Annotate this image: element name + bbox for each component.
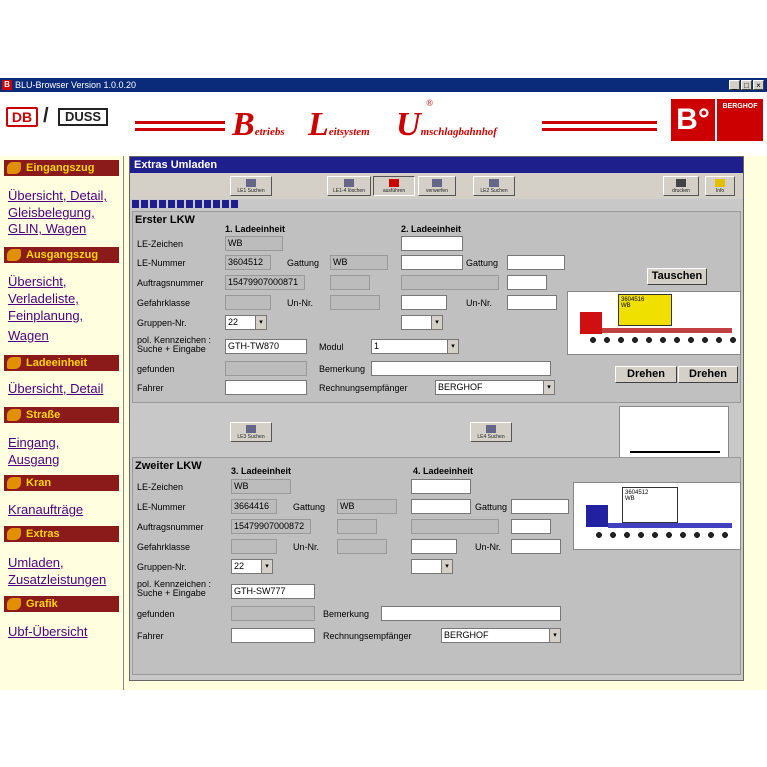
sidebar-header-ausgangszug: Ausgangszug	[4, 247, 119, 263]
col-1-ladeeinheit: 1. Ladeeinheit	[225, 224, 286, 234]
label-un-nr-4: Un-Nr.	[475, 542, 502, 552]
auftragsnummer-1-field: 15479907000871	[225, 275, 305, 290]
sidebar-link-kranauftraege[interactable]: Kranaufträge	[8, 502, 84, 517]
label-rechnungsempfaenger: Rechnungsempfänger	[319, 383, 408, 393]
sidebar-link-verladeliste[interactable]: Verladeliste,	[8, 291, 79, 306]
label-auftragsnummer-2: Auftragsnummer	[137, 522, 204, 532]
umladen-panel	[129, 156, 744, 681]
globe-icon	[7, 249, 21, 261]
globe-icon	[7, 162, 21, 174]
label-gefahrklasse-2: Gefahrklasse	[137, 542, 191, 552]
sidebar-header-grafik: Grafik	[4, 596, 119, 612]
globe-icon	[7, 528, 21, 540]
drehen-1-button[interactable]: Drehen	[615, 366, 677, 383]
label-gefahrklasse: Gefahrklasse	[137, 298, 191, 308]
tauschen-button[interactable]: Tauschen	[647, 268, 707, 285]
discard-icon	[432, 179, 442, 187]
un-nr-3-field	[337, 539, 387, 554]
sidebar-link-uebersicht[interactable]: Übersicht,	[8, 274, 67, 289]
delete-icon	[344, 179, 354, 187]
gefunden-2-field	[231, 606, 315, 621]
db-logo: DB	[6, 107, 38, 127]
le-nummer-4-field[interactable]	[411, 499, 471, 514]
blu-logo-leitsystem: Leitsystem	[308, 106, 370, 143]
search-icon	[246, 425, 256, 433]
truck-1-cab	[580, 312, 602, 334]
gefahrklasse-2-field[interactable]	[401, 295, 447, 310]
label-auftragsnummer: Auftragsnummer	[137, 278, 204, 288]
le2-suchen-button[interactable]: LE2 Suchen	[473, 176, 515, 196]
le1-suchen-button[interactable]: LE1 Suchen	[230, 176, 272, 196]
un-nr-2-field[interactable]	[507, 295, 557, 310]
sidebar-link-eingang[interactable]: Eingang,	[8, 435, 60, 450]
label-gefunden: gefunden	[137, 364, 175, 374]
label-modul: Modul	[319, 342, 344, 352]
sidebar-link-umladen[interactable]: Umladen,	[8, 555, 64, 570]
globe-icon	[7, 357, 21, 369]
le-zeichen-3-field: WB	[231, 479, 291, 494]
bemerkung-1-input[interactable]	[371, 361, 551, 376]
search-icon	[246, 179, 256, 187]
col-2-ladeeinheit: 2. Ladeeinheit	[401, 224, 462, 234]
checkmark-icon	[389, 179, 399, 187]
label-gattung-2: Gattung	[466, 258, 499, 268]
auftrag-extra-2-field[interactable]	[507, 275, 547, 290]
le-zeichen-4-field[interactable]	[411, 479, 471, 494]
gefahrklasse-1-field	[225, 295, 271, 310]
sidebar-header-strasse: Straße	[4, 407, 119, 423]
un-nr-4-field[interactable]	[511, 539, 561, 554]
gattung-2-field[interactable]	[507, 255, 565, 270]
globe-icon	[7, 409, 21, 421]
sidebar-link-ladeeinheit-uebersicht[interactable]: Übersicht, Detail	[8, 381, 104, 396]
label-gruppen-nr-2: Gruppen-Nr.	[137, 562, 187, 572]
truck-1-wheels	[586, 335, 736, 345]
le-nummer-3-field: 3664416	[231, 499, 277, 514]
col-4-ladeeinheit: 4. Ladeeinheit	[413, 466, 474, 476]
label-rechnungsempfaenger-2: Rechnungsempfänger	[323, 631, 412, 641]
title-bar	[0, 78, 767, 92]
sidebar-link-ausgang[interactable]: Ausgang	[8, 452, 60, 467]
gefunden-1-field	[225, 361, 307, 376]
le3-suchen-button[interactable]: LE3 Suchen	[230, 422, 272, 442]
le1-4-loeschen-button[interactable]: LE1-4 löschen	[327, 176, 371, 196]
zweiter-lkw-title: Zweiter LKW	[135, 460, 202, 472]
sidebar-header-extras: Extras	[4, 526, 119, 542]
erster-lkw-title: Erster LKW	[135, 214, 195, 226]
label-le-zeichen-2: LE-Zeichen	[137, 482, 184, 492]
truck-1-trailer	[602, 328, 732, 333]
label-gattung: Gattung	[287, 258, 320, 268]
auftragsnummer-4-field	[411, 519, 499, 534]
chevron-down-icon: ▾	[447, 340, 458, 353]
sidebar-link-ubf-uebersicht[interactable]: Ubf-Übersicht	[8, 624, 88, 639]
b-logo: B°	[671, 99, 715, 141]
chevron-down-icon: ▾	[543, 381, 554, 394]
truck-2-cab	[586, 505, 608, 527]
rechnungsempfaenger-1-select[interactable]: BERGHOF ▾	[435, 380, 555, 395]
auftrag-extra-1-field	[330, 275, 370, 290]
duss-logo: DUSS	[58, 108, 108, 126]
progress-blocks	[132, 200, 240, 208]
label-pol-kennzeichen: pol. Kennzeichen :	[137, 335, 212, 345]
label-suche-eingabe: Suche + Eingabe	[137, 344, 206, 354]
verwerfen-button[interactable]: verwerfen	[418, 176, 456, 196]
gruppen-nr-2-select[interactable]	[401, 315, 443, 330]
auftragsnummer-3-field: 15479907000872	[231, 519, 311, 534]
fahrer-2-input[interactable]	[231, 628, 315, 643]
fahrer-1-input[interactable]	[225, 380, 307, 395]
modul-select[interactable]: 1 ▾	[371, 339, 459, 354]
le-zeichen-1-field: WB	[225, 236, 283, 251]
info-icon	[715, 179, 725, 187]
panel-title: Extras Umladen	[130, 157, 743, 173]
label-le-zeichen: LE-Zeichen	[137, 239, 184, 249]
truck-2-container-label: 3604512 WB	[622, 487, 678, 523]
label-gattung-4: Gattung	[475, 502, 508, 512]
auftrag-extra-3-field	[337, 519, 377, 534]
window-title: BLU-Browser Version 1.0.0.20	[15, 80, 137, 90]
sidebar-link-uebersicht-detail[interactable]: Übersicht, Detail,	[8, 188, 107, 203]
auftrag-extra-4-field[interactable]	[511, 519, 551, 534]
sidebar-link-wagen[interactable]: Wagen	[8, 328, 49, 343]
decor-line	[542, 128, 657, 131]
registered-mark: ®	[426, 98, 433, 108]
printer-icon	[676, 179, 686, 187]
gattung-4-field[interactable]	[511, 499, 569, 514]
truck-1-graphic	[567, 291, 741, 355]
label-pol-kennzeichen-2: pol. Kennzeichen :	[137, 579, 212, 589]
berghof-logo: BERGHOF	[717, 99, 763, 141]
main-content	[124, 156, 767, 690]
app-icon: B	[2, 80, 12, 90]
kennzeichen-1-input[interactable]: GTH-TW870	[225, 339, 307, 354]
header-banner	[0, 92, 767, 156]
gefahrklasse-4-field[interactable]	[411, 539, 457, 554]
erster-lkw-section	[132, 211, 741, 403]
truck-2-wheels	[592, 530, 736, 540]
empty-preview	[619, 406, 729, 458]
sidebar-link-feinplanung[interactable]: Feinplanung,	[8, 308, 84, 323]
decor-line	[542, 121, 657, 124]
globe-icon	[7, 598, 21, 610]
chevron-down-icon: ▾	[549, 629, 560, 642]
label-fahrer: Fahrer	[137, 383, 164, 393]
gattung-3-field: WB	[337, 499, 397, 514]
label-gattung-3: Gattung	[293, 502, 326, 512]
sidebar-header-kran: Kran	[4, 475, 119, 491]
search-icon	[486, 425, 496, 433]
drehen-2-button[interactable]: Drehen	[678, 366, 738, 383]
toolbar	[130, 173, 743, 199]
label-suche-eingabe-2: Suche + Eingabe	[137, 588, 206, 598]
label-gefunden-2: gefunden	[137, 609, 175, 619]
truck-2-trailer	[608, 523, 732, 528]
chevron-down-icon: ▾	[441, 560, 452, 573]
gruppen-nr-1-select[interactable]: 22 ▾	[225, 315, 267, 330]
le-nummer-2-field[interactable]	[401, 255, 463, 270]
logo-separator: /	[43, 105, 49, 127]
gruppen-nr-3-select[interactable]: 22 ▾	[231, 559, 273, 574]
truck-1-container-label: 3604516 WB	[618, 294, 672, 326]
rechnungsempfaenger-2-select[interactable]: BERGHOF ▾	[441, 628, 561, 643]
le-nummer-1-field: 3604512	[225, 255, 271, 270]
auftragsnummer-2-field	[401, 275, 499, 290]
label-bemerkung-2: Bemerkung	[323, 609, 370, 619]
decor-line	[135, 128, 225, 131]
chevron-down-icon: ▾	[431, 316, 442, 329]
le4-suchen-button[interactable]: LE4 Suchen	[470, 422, 512, 442]
globe-icon	[7, 477, 21, 489]
sidebar-header-eingangszug: Eingangszug	[4, 160, 119, 176]
sidebar-link-zusatzleistungen[interactable]: Zusatzleistungen	[8, 572, 107, 587]
label-bemerkung: Bemerkung	[319, 364, 366, 374]
label-un-nr-2: Un-Nr.	[466, 298, 493, 308]
gattung-1-field: WB	[330, 255, 388, 270]
maximize-button[interactable]: □	[741, 80, 752, 90]
label-le-nummer-2: LE-Nummer	[137, 502, 186, 512]
kennzeichen-2-input[interactable]: GTH-SW777	[231, 584, 315, 599]
preview-baseline	[630, 451, 720, 453]
gruppen-nr-4-select[interactable]	[411, 559, 453, 574]
blu-logo-betriebs: Betriebs	[232, 106, 285, 143]
label-fahrer-2: Fahrer	[137, 631, 164, 641]
label-le-nummer: LE-Nummer	[137, 258, 186, 268]
un-nr-1-field	[330, 295, 380, 310]
search-icon	[489, 179, 499, 187]
blu-logo-umschlagbahnhof: Umschlagbahnhof	[396, 106, 497, 143]
label-un-nr: Un-Nr.	[287, 298, 314, 308]
label-un-nr-3: Un-Nr.	[293, 542, 320, 552]
label-gruppen-nr: Gruppen-Nr.	[137, 318, 187, 328]
chevron-down-icon: ▾	[255, 316, 266, 329]
drucken-button[interactable]: drucken	[663, 176, 699, 196]
col-3-ladeeinheit: 3. Ladeeinheit	[231, 466, 292, 476]
ausfuehren-button[interactable]: ausführen	[373, 176, 415, 196]
zweiter-lkw-section	[132, 457, 741, 675]
sidebar-link-glin-wagen[interactable]: GLIN, Wagen	[8, 221, 87, 236]
decor-line	[135, 121, 225, 124]
chevron-down-icon: ▾	[261, 560, 272, 573]
bemerkung-2-input[interactable]	[381, 606, 561, 621]
info-button[interactable]: Info	[705, 176, 735, 196]
sidebar-nav	[0, 156, 124, 690]
sidebar-link-gleisbelegung[interactable]: Gleisbelegung,	[8, 205, 95, 220]
gefahrklasse-3-field	[231, 539, 277, 554]
close-button[interactable]: ×	[753, 80, 764, 90]
truck-2-graphic	[573, 482, 741, 550]
minimize-button[interactable]: _	[729, 80, 740, 90]
le-zeichen-2-field[interactable]	[401, 236, 463, 251]
sidebar-header-ladeeinheit: Ladeeinheit	[4, 355, 119, 371]
